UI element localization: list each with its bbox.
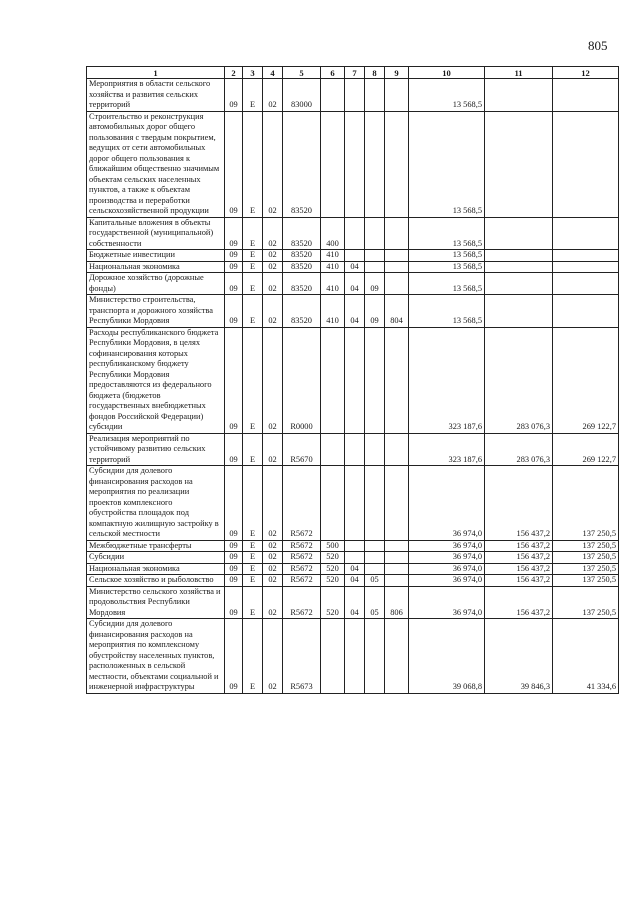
- cell-col-7: 04: [345, 586, 365, 619]
- cell-col-4: 02: [263, 327, 283, 433]
- cell-col-8: [365, 563, 385, 575]
- table-row: [87, 433, 619, 466]
- table-row: [87, 619, 619, 694]
- table-row: [87, 586, 619, 619]
- cell-col-7: [345, 327, 365, 433]
- cell-col-5: 83520: [283, 111, 321, 217]
- cell-col-4: 02: [263, 273, 283, 295]
- cell-col-9: [385, 563, 409, 575]
- cell-col-6: [321, 433, 345, 466]
- cell-col-2: 09: [225, 575, 243, 587]
- cell-col-9: [385, 79, 409, 112]
- cell-col-4: 02: [263, 619, 283, 694]
- cell-col-8: [365, 250, 385, 262]
- cell-amount-col-11: [485, 250, 553, 262]
- cell-amount-col-10: 36 974,0: [409, 552, 485, 564]
- col-header: 7: [345, 67, 365, 79]
- cell-col-8: [365, 261, 385, 273]
- cell-col-6: [321, 327, 345, 433]
- cell-amount-col-12: [553, 295, 619, 328]
- cell-col-9: [385, 327, 409, 433]
- cell-amount-col-12: 137 250,5: [553, 552, 619, 564]
- table-row: [87, 261, 619, 273]
- cell-col-5: R5672: [283, 466, 321, 541]
- cell-col-7: [345, 466, 365, 541]
- cell-col-6: [321, 619, 345, 694]
- cell-col-6: 410: [321, 295, 345, 328]
- cell-col-6: 500: [321, 540, 345, 552]
- row-description: Министерство строительства, транспорта и дорожного хозяйства Республики Мордовия: [87, 295, 225, 328]
- cell-col-9: [385, 466, 409, 541]
- cell-amount-col-11: 156 437,2: [485, 552, 553, 564]
- cell-col-4: 02: [263, 586, 283, 619]
- col-header: 11: [485, 67, 553, 79]
- cell-col-3: Е: [243, 217, 263, 250]
- cell-col-3: Е: [243, 563, 263, 575]
- cell-col-9: [385, 217, 409, 250]
- cell-col-7: [345, 217, 365, 250]
- cell-col-8: [365, 217, 385, 250]
- row-description: Бюджетные инвестиции: [87, 250, 225, 262]
- cell-amount-col-10: 323 187,6: [409, 433, 485, 466]
- cell-col-5: 83520: [283, 261, 321, 273]
- cell-col-2: 09: [225, 111, 243, 217]
- cell-col-6: 410: [321, 250, 345, 262]
- cell-col-5: R5672: [283, 552, 321, 564]
- row-description: Расходы республиканского бюджета Республики Мордовия, в целях софинансирования которых республиканскому бюджету Республики Мордовия предоставляются из федерального бюджета (бюджетов государственных внебюджетных фондов Российской Федерации) субсидии: [87, 327, 225, 433]
- cell-amount-col-10: 36 974,0: [409, 563, 485, 575]
- cell-col-2: 09: [225, 563, 243, 575]
- page-number: 805: [588, 38, 608, 53]
- col-header: 3: [243, 67, 263, 79]
- cell-col-5: 83520: [283, 217, 321, 250]
- cell-amount-col-12: [553, 261, 619, 273]
- cell-amount-col-10: 13 568,5: [409, 250, 485, 262]
- cell-col-3: Е: [243, 273, 263, 295]
- cell-amount-col-10: 36 974,0: [409, 466, 485, 541]
- cell-amount-col-10: 13 568,5: [409, 111, 485, 217]
- cell-amount-col-10: 13 568,5: [409, 217, 485, 250]
- cell-col-2: 09: [225, 79, 243, 112]
- table-row: [87, 217, 619, 250]
- table-row: [87, 79, 619, 112]
- cell-col-9: 806: [385, 586, 409, 619]
- cell-amount-col-12: 269 122,7: [553, 327, 619, 433]
- cell-col-6: 520: [321, 563, 345, 575]
- cell-amount-col-11: 156 437,2: [485, 575, 553, 587]
- cell-col-7: 04: [345, 273, 365, 295]
- cell-col-8: [365, 540, 385, 552]
- cell-col-2: 09: [225, 540, 243, 552]
- cell-amount-col-12: 41 334,6: [553, 619, 619, 694]
- cell-col-5: 83000: [283, 79, 321, 112]
- cell-amount-col-12: 137 250,5: [553, 586, 619, 619]
- cell-amount-col-10: 36 974,0: [409, 586, 485, 619]
- cell-col-9: [385, 552, 409, 564]
- cell-col-4: 02: [263, 250, 283, 262]
- cell-col-3: Е: [243, 261, 263, 273]
- cell-col-8: 05: [365, 586, 385, 619]
- cell-col-4: 02: [263, 575, 283, 587]
- cell-col-2: 09: [225, 327, 243, 433]
- cell-col-2: 09: [225, 261, 243, 273]
- cell-col-3: Е: [243, 295, 263, 328]
- cell-amount-col-11: 39 846,3: [485, 619, 553, 694]
- cell-col-3: Е: [243, 619, 263, 694]
- cell-col-6: 410: [321, 273, 345, 295]
- cell-amount-col-11: [485, 273, 553, 295]
- cell-amount-col-12: [553, 273, 619, 295]
- cell-col-4: 02: [263, 217, 283, 250]
- cell-col-4: 02: [263, 261, 283, 273]
- col-header: 5: [283, 67, 321, 79]
- cell-col-7: 04: [345, 261, 365, 273]
- cell-amount-col-11: 156 437,2: [485, 563, 553, 575]
- cell-col-9: [385, 250, 409, 262]
- cell-col-8: 05: [365, 575, 385, 587]
- cell-col-8: [365, 433, 385, 466]
- header-row: [87, 67, 619, 79]
- table-row: [87, 575, 619, 587]
- cell-col-9: [385, 111, 409, 217]
- cell-col-9: [385, 433, 409, 466]
- row-description: Национальная экономика: [87, 261, 225, 273]
- cell-col-3: Е: [243, 586, 263, 619]
- cell-col-8: [365, 111, 385, 217]
- row-description: Реализация мероприятий по устойчивому развитию сельских территорий: [87, 433, 225, 466]
- table-row: [87, 552, 619, 564]
- cell-amount-col-11: 283 076,3: [485, 327, 553, 433]
- cell-col-4: 02: [263, 295, 283, 328]
- cell-amount-col-12: [553, 250, 619, 262]
- cell-col-4: 02: [263, 79, 283, 112]
- cell-amount-col-12: [553, 111, 619, 217]
- cell-col-3: Е: [243, 552, 263, 564]
- row-description: Субсидии: [87, 552, 225, 564]
- cell-col-6: [321, 79, 345, 112]
- cell-col-2: 09: [225, 619, 243, 694]
- cell-amount-col-11: 156 437,2: [485, 586, 553, 619]
- cell-col-3: Е: [243, 111, 263, 217]
- cell-col-5: 83520: [283, 273, 321, 295]
- cell-amount-col-11: [485, 295, 553, 328]
- cell-col-6: 520: [321, 552, 345, 564]
- row-description: Национальная экономика: [87, 563, 225, 575]
- cell-col-2: 09: [225, 295, 243, 328]
- cell-col-9: 804: [385, 295, 409, 328]
- cell-col-5: R5670: [283, 433, 321, 466]
- cell-amount-col-11: [485, 261, 553, 273]
- col-header: 1: [87, 67, 225, 79]
- cell-col-8: 09: [365, 273, 385, 295]
- cell-col-5: R5672: [283, 563, 321, 575]
- row-description: Мероприятия в области сельского хозяйства и развития сельских территорий: [87, 79, 225, 112]
- cell-col-5: 83520: [283, 295, 321, 328]
- cell-col-2: 09: [225, 273, 243, 295]
- cell-amount-col-10: 13 568,5: [409, 273, 485, 295]
- col-header: 10: [409, 67, 485, 79]
- row-description: Дорожное хозяйство (дорожные фонды): [87, 273, 225, 295]
- cell-amount-col-11: [485, 79, 553, 112]
- cell-col-7: [345, 79, 365, 112]
- cell-amount-col-10: 36 974,0: [409, 575, 485, 587]
- col-header: 9: [385, 67, 409, 79]
- table-row: [87, 250, 619, 262]
- cell-col-6: 520: [321, 586, 345, 619]
- cell-col-3: Е: [243, 79, 263, 112]
- cell-amount-col-12: 137 250,5: [553, 540, 619, 552]
- cell-col-4: 02: [263, 540, 283, 552]
- cell-col-7: 04: [345, 575, 365, 587]
- cell-col-2: 09: [225, 552, 243, 564]
- cell-amount-col-11: [485, 217, 553, 250]
- row-description: Министерство сельского хозяйства и продовольствия Республики Мордовия: [87, 586, 225, 619]
- table-row: [87, 540, 619, 552]
- cell-amount-col-11: [485, 111, 553, 217]
- row-description: Капитальные вложения в объекты государственной (муниципальной) собственности: [87, 217, 225, 250]
- cell-col-5: R5672: [283, 586, 321, 619]
- cell-col-3: Е: [243, 250, 263, 262]
- table-row: [87, 295, 619, 328]
- cell-amount-col-10: 323 187,6: [409, 327, 485, 433]
- cell-col-4: 02: [263, 563, 283, 575]
- cell-col-8: [365, 552, 385, 564]
- cell-col-6: 520: [321, 575, 345, 587]
- cell-col-4: 02: [263, 111, 283, 217]
- table-row: [87, 111, 619, 217]
- cell-col-8: [365, 619, 385, 694]
- cell-amount-col-12: 269 122,7: [553, 433, 619, 466]
- cell-col-9: [385, 273, 409, 295]
- cell-amount-col-10: 13 568,5: [409, 295, 485, 328]
- cell-amount-col-10: 13 568,5: [409, 261, 485, 273]
- cell-col-7: [345, 433, 365, 466]
- cell-amount-col-10: 39 068,8: [409, 619, 485, 694]
- cell-col-7: 04: [345, 563, 365, 575]
- cell-col-9: [385, 575, 409, 587]
- cell-amount-col-12: 137 250,5: [553, 575, 619, 587]
- cell-amount-col-12: [553, 217, 619, 250]
- row-description: Строительство и реконструкция автомобильных дорог общего пользования с твердым покрытием, ведущих от сети автомобильных дорог общего пользования к ближайшим общественно значимым объектам сельских населенных пунктов, а также к объектам производства и переработки сельскохозяйственной продукции: [87, 111, 225, 217]
- cell-amount-col-11: 156 437,2: [485, 540, 553, 552]
- col-header: 2: [225, 67, 243, 79]
- table-row: [87, 327, 619, 433]
- row-description: Субсидии для долевого финансирования расходов на мероприятия по комплексному обустройству населенных пунктов, расположенных в сельской местности, объектами социальной и инженерной инфраструктуры: [87, 619, 225, 694]
- cell-amount-col-10: 36 974,0: [409, 540, 485, 552]
- cell-col-5: R5673: [283, 619, 321, 694]
- row-description: Субсидии для долевого финансирования расходов на мероприятия по реализации проектов комплексного обустройства площадок под компактную жилищную застройку в сельской местности: [87, 466, 225, 541]
- cell-col-7: [345, 619, 365, 694]
- cell-col-2: 09: [225, 466, 243, 541]
- table-row: [87, 563, 619, 575]
- cell-col-9: [385, 540, 409, 552]
- cell-col-6: 400: [321, 217, 345, 250]
- cell-col-6: [321, 111, 345, 217]
- row-description: Сельское хозяйство и рыболовство: [87, 575, 225, 587]
- cell-col-5: 83520: [283, 250, 321, 262]
- cell-col-6: [321, 466, 345, 541]
- cell-col-8: 09: [365, 295, 385, 328]
- cell-amount-col-12: [553, 79, 619, 112]
- cell-col-2: 09: [225, 433, 243, 466]
- cell-col-5: R5672: [283, 575, 321, 587]
- cell-amount-col-12: 137 250,5: [553, 563, 619, 575]
- cell-col-4: 02: [263, 433, 283, 466]
- col-header: 4: [263, 67, 283, 79]
- cell-col-9: [385, 261, 409, 273]
- col-header: 8: [365, 67, 385, 79]
- cell-col-9: [385, 619, 409, 694]
- col-header: 12: [553, 67, 619, 79]
- cell-col-2: 09: [225, 217, 243, 250]
- table-row: [87, 466, 619, 541]
- cell-col-5: R0000: [283, 327, 321, 433]
- cell-col-8: [365, 79, 385, 112]
- cell-col-2: 09: [225, 250, 243, 262]
- cell-amount-col-11: 283 076,3: [485, 433, 553, 466]
- cell-col-3: Е: [243, 327, 263, 433]
- budget-table: [86, 66, 619, 694]
- table-row: [87, 273, 619, 295]
- cell-col-3: Е: [243, 540, 263, 552]
- cell-amount-col-11: 156 437,2: [485, 466, 553, 541]
- cell-col-3: Е: [243, 433, 263, 466]
- cell-col-3: Е: [243, 466, 263, 541]
- cell-amount-col-12: 137 250,5: [553, 466, 619, 541]
- cell-col-5: R5672: [283, 540, 321, 552]
- cell-col-7: [345, 111, 365, 217]
- cell-col-4: 02: [263, 466, 283, 541]
- cell-col-4: 02: [263, 552, 283, 564]
- row-description: Межбюджетные трансферты: [87, 540, 225, 552]
- cell-col-7: [345, 540, 365, 552]
- cell-col-8: [365, 327, 385, 433]
- cell-amount-col-10: 13 568,5: [409, 79, 485, 112]
- cell-col-7: 04: [345, 295, 365, 328]
- cell-col-3: Е: [243, 575, 263, 587]
- cell-col-8: [365, 466, 385, 541]
- cell-col-7: [345, 552, 365, 564]
- cell-col-7: [345, 250, 365, 262]
- cell-col-2: 09: [225, 586, 243, 619]
- col-header: 6: [321, 67, 345, 79]
- cell-col-6: 410: [321, 261, 345, 273]
